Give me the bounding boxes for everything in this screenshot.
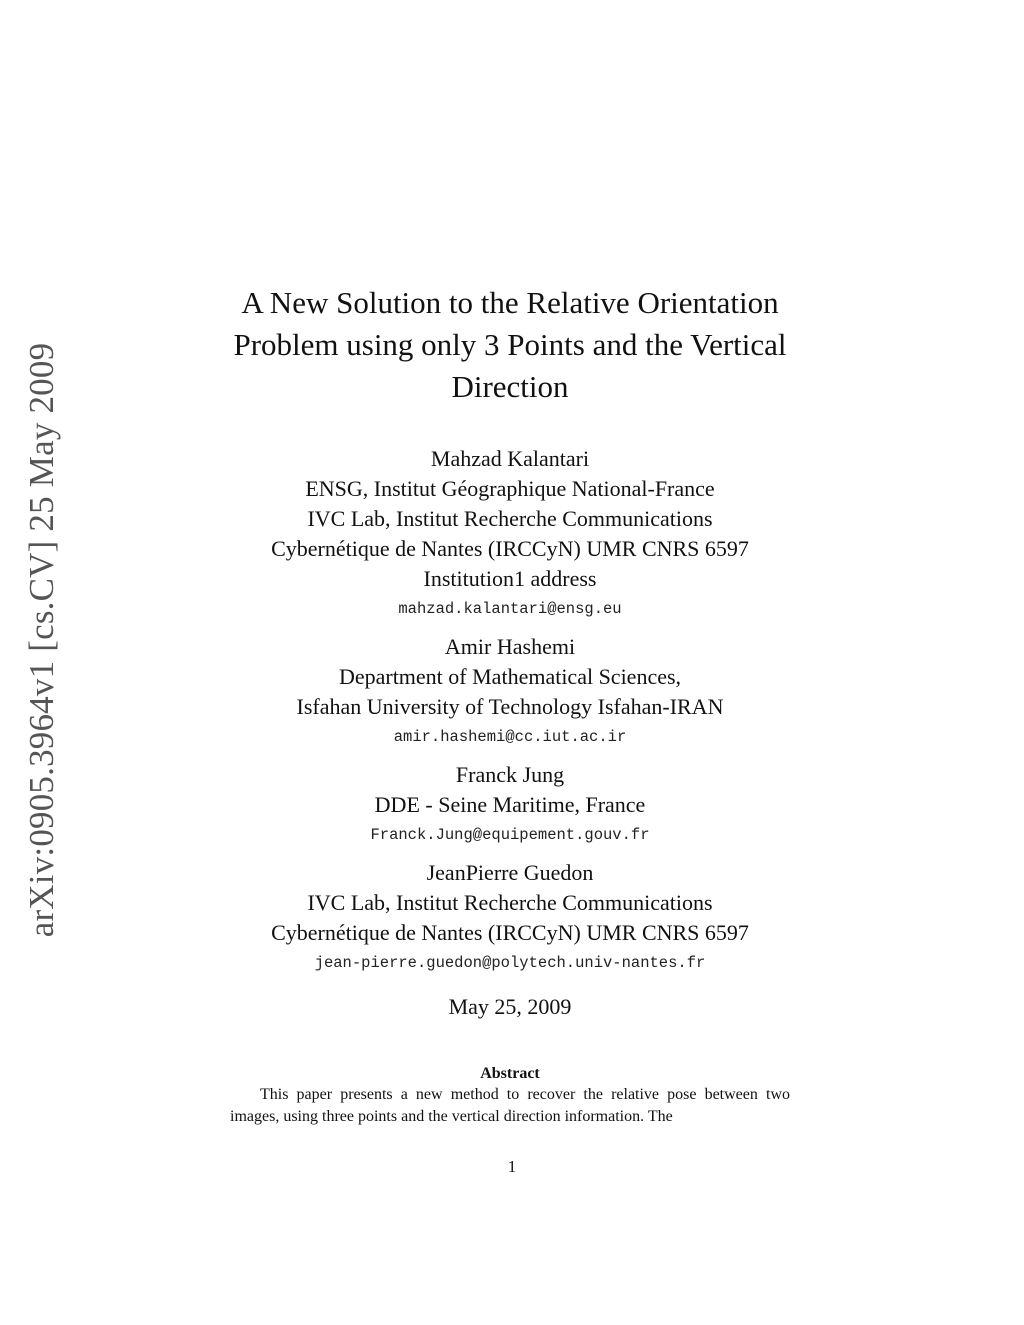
- abstract-section: [230, 1063, 790, 1128]
- author-affiliation: Cybernétique de Nantes (IRCCyN) UMR CNRS 6597: [271, 920, 749, 945]
- abstract-heading: Abstract: [480, 1065, 540, 1082]
- paper-title: [190, 282, 830, 408]
- author-block-hashemi: [190, 632, 830, 748]
- author-name: Amir Hashemi: [444, 634, 576, 659]
- abstract-text: This paper presents a new method to recover the relative pose between two images, using three points and the vertical direction information. The: [230, 1086, 790, 1125]
- author-affiliation: DDE - Seine Maritime, France: [374, 792, 646, 817]
- author-email: amir.hashemi@cc.iut.ac.ir: [393, 728, 627, 746]
- arxiv-side-stamp: arXiv:0905.3964v1 [cs.CV] 25 May 2009: [22, 342, 61, 938]
- author-address: Institution1 address: [423, 566, 597, 591]
- author-block-kalantari: [190, 444, 830, 620]
- title-line: A New Solution to the Relative Orientation: [241, 285, 779, 320]
- author-affiliation: IVC Lab, Institut Recherche Communications: [307, 890, 713, 915]
- author-affiliation: Isfahan University of Technology Isfahan-IRAN: [296, 694, 724, 719]
- page-number: 1: [507, 1157, 517, 1176]
- author-name: JeanPierre Guedon: [426, 860, 594, 885]
- title-line: Problem using only 3 Points and the Vertical: [233, 327, 787, 362]
- author-affiliation: Cybernétique de Nantes (IRCCyN) UMR CNRS 6597: [271, 536, 749, 561]
- author-name: Mahzad Kalantari: [430, 446, 590, 471]
- author-name: Franck Jung: [455, 762, 565, 787]
- title-line: Direction: [451, 369, 569, 404]
- author-affiliation: Department of Mathematical Sciences,: [338, 664, 682, 689]
- author-block-jung: [190, 760, 830, 846]
- title-block: [190, 282, 830, 1022]
- publication-date: May 25, 2009: [448, 994, 572, 1019]
- author-block-guedon: [190, 858, 830, 974]
- author-email: Franck.Jung@equipement.gouv.fr: [370, 826, 650, 844]
- author-email: mahzad.kalantari@ensg.eu: [398, 600, 622, 618]
- author-affiliation: IVC Lab, Institut Recherche Communications: [307, 506, 713, 531]
- author-email: jean-pierre.guedon@polytech.univ-nantes.fr: [314, 954, 706, 972]
- author-affiliation: ENSG, Institut Géographique National-France: [305, 476, 715, 501]
